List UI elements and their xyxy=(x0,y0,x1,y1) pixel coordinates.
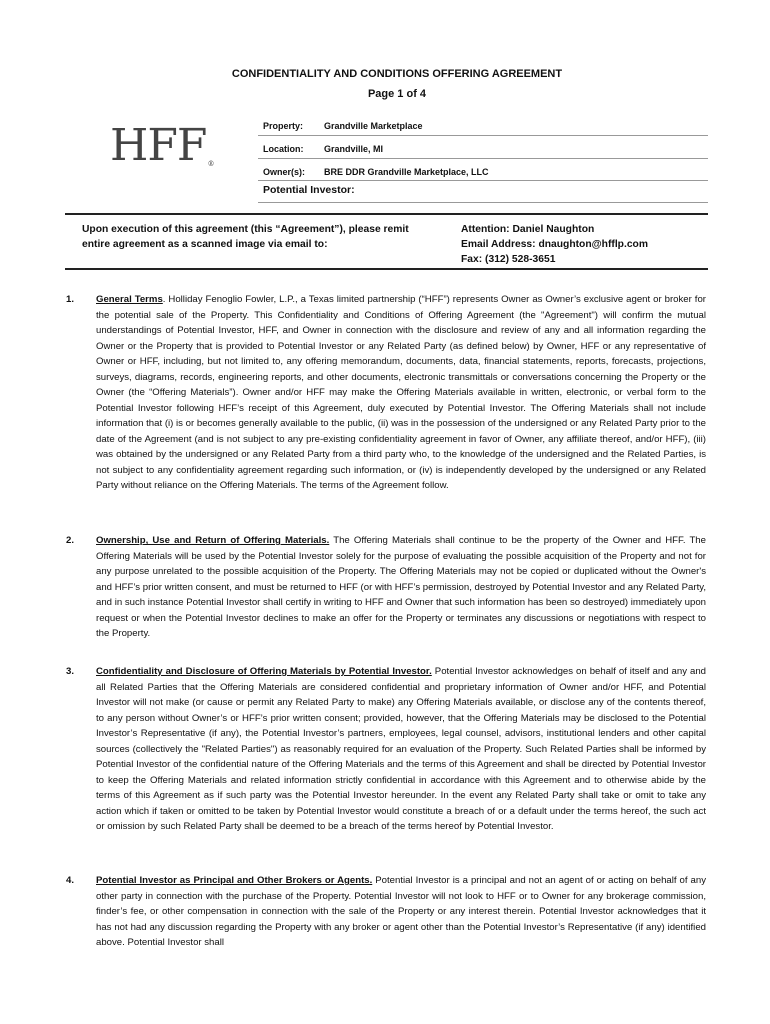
owner-value: BRE DDR Grandville Marketplace, LLC xyxy=(324,167,489,177)
section-general-terms xyxy=(66,292,706,494)
attention-box-bottom-rule xyxy=(65,268,708,270)
section-text: Potential Investor is a principal and not an agent of or acting on behalf of any other party in connection with the purchase of the Property. Potential Investor will not look to HFF or to Owner for any brokerage commission, finder’s fee, or other compensation in connection with the sale of the Property or any interest therein. Potential Investor acknowledges that it has not had any discussion regarding the Property with any broker or agent other than the Potential Investor’s Representative (if any) identified above. Potential Investor shall xyxy=(96,875,706,948)
attention-box-top-rule xyxy=(65,213,708,215)
section-text: The Offering Materials shall continue to be the property of the Owner and HFF. The Offering Materials will be used by the Potential Investor solely for the purpose of evaluating the possible acquisition of the Property and not for any purpose unrelated to the possible acquisition of the Property. The Offering Materials may not be copied or duplicated without the Owner's and HFF’s prior written consent, and must be returned to HFF (or with HFF’s permission, destroyed by Potential Investor and any Related Party, and in such instance Potential Investor shall certify in writing to HFF and Owner that such information has been so destroyed) immediately upon request or when the Potential Investor declines to make an offer for the Property or terminates any discussions or negotiations with respect to the Property. xyxy=(96,535,706,639)
attention-name: Attention: Daniel Naughton xyxy=(461,224,595,235)
section-heading: Ownership, Use and Return of Offering Materials. xyxy=(96,535,330,546)
section-number: 4. xyxy=(66,875,75,886)
logo-text: HFF xyxy=(110,120,207,171)
investor-label: Potential Investor: xyxy=(263,184,355,196)
section-text: . Holliday Fenoglio Fowler, L.P., a Texas limited partnership (“HFF”) represents Owner as Owner’s exclusive agent or broker for the potential sale of the Property. This Confidentiality and Conditions of Offering Agreement (the "Agreement") will confirm the mutual understandings of Potential Investor, HFF, and Owner in connection with the disclosure and review of any and all information regarding the Owner or the Property that is provided to Potential Investor or any Related Party (as defined below) by Owner, HFF or any representative of Owner or HFF, including, but not limited to, any offering memorandum, documents, data, financial statements, reports, forecasts, projections, surveys, diagrams, records, engineering reports, and other documents, electronic transmittals or conversations concerning the Property or the Owner (the “Offering Materials”). Owner and/or HFF may make the Offering Materials available in written, electronic, or verbal form to the Potential Investor following HFF’s receipt of this Agreement, duly executed by Potential Investor. The Offering Materials shall not include information that (i) is or becomes generally available to the public, (ii) was in the possession of the undersigned or any Related Party prior to the date of the Agreement (and is not subject to any pre-existing confidentiality agreement in favor of Owner, any affiliate thereof, and/or HFF), (iii) was obtained by the undersigned or any Related Party from a third party who, to the knowledge of the undersigned and the Related Parties, is not subject to any confidentiality agreement regarding such information, or (iv) is independently developed by the undersigned or any Related Party without reliance on the Offering Materials. The terms of the Agreement follow. xyxy=(96,294,706,491)
section-heading: General Terms xyxy=(96,294,163,305)
section-number: 1. xyxy=(66,294,75,305)
hff-logo xyxy=(110,120,215,171)
submission-instruction: Upon execution of this agreement (this “Agreement”), please remit entire agreement as a scanned image via email to: xyxy=(82,224,409,250)
divider xyxy=(258,135,708,136)
section-number: 2. xyxy=(66,535,75,546)
property-value: Grandville Marketplace xyxy=(324,121,423,131)
divider xyxy=(258,202,708,203)
section-confidentiality xyxy=(66,664,706,835)
location-label: Location: xyxy=(263,144,304,154)
location-value: Grandville, MI xyxy=(324,144,384,154)
registered-mark: ® xyxy=(207,160,215,168)
attention-fax: Fax: (312) 528-3651 xyxy=(461,254,556,265)
page-number: Page 1 of 4 xyxy=(367,88,427,100)
document-title: CONFIDENTIALITY AND CONDITIONS OFFERING AGREEMENT xyxy=(231,68,563,80)
section-ownership-use-return xyxy=(66,533,706,642)
attention-contact xyxy=(461,222,706,267)
section-heading: Confidentiality and Disclosure of Offering Materials by Potential Investor. xyxy=(96,666,432,677)
owner-label: Owner(s): xyxy=(263,167,306,177)
section-principal-brokers xyxy=(66,873,706,951)
section-number: 3. xyxy=(66,666,75,677)
section-heading: Potential Investor as Principal and Other Brokers or Agents. xyxy=(96,875,373,886)
section-text: Potential Investor acknowledges on behalf of itself and any and all Related Parties that the Offering Materials are considered confidential and proprietary information of Owner and/or HFF, and Potential Investor will not make (or cause or permit any Related Party to make) any Offering Materials available, or disclose any of the contents thereof, to any person without Owner’s or HFF’s prior written consent; provided, however, that the Offering Materials may be disclosed to the Potential Investor’s Representative (if any), the Potential Investor’s partners, employees, legal counsel, advisors, institutional lenders and other capital sources (collectively the "Related Parties") as reasonably required for an evaluation of the Property. Such Related Parties shall be informed by Potential Investor of the confidential nature of the Offering Materials and the terms of this Agreement and shall be directed by Potential Investor to keep the Offering Materials and related information strictly confidential in accordance with this Agreement and to otherwise abide by the terms of this Agreement as if such party was the Potential Investor hereunder. In the event any Related Party shall take or omit to take any action which if taken or omitted to be taken by Potential Investor would constitute a breach of or a default under the terms hereof, the such act or omission by such Related Party shall be deemed to be a breach of the terms hereof by Potential Investor. xyxy=(96,666,706,832)
property-label: Property: xyxy=(263,121,304,131)
attention-email: Email Address: dnaughton@hfflp.com xyxy=(461,239,648,250)
divider xyxy=(258,180,708,181)
divider xyxy=(258,158,708,159)
